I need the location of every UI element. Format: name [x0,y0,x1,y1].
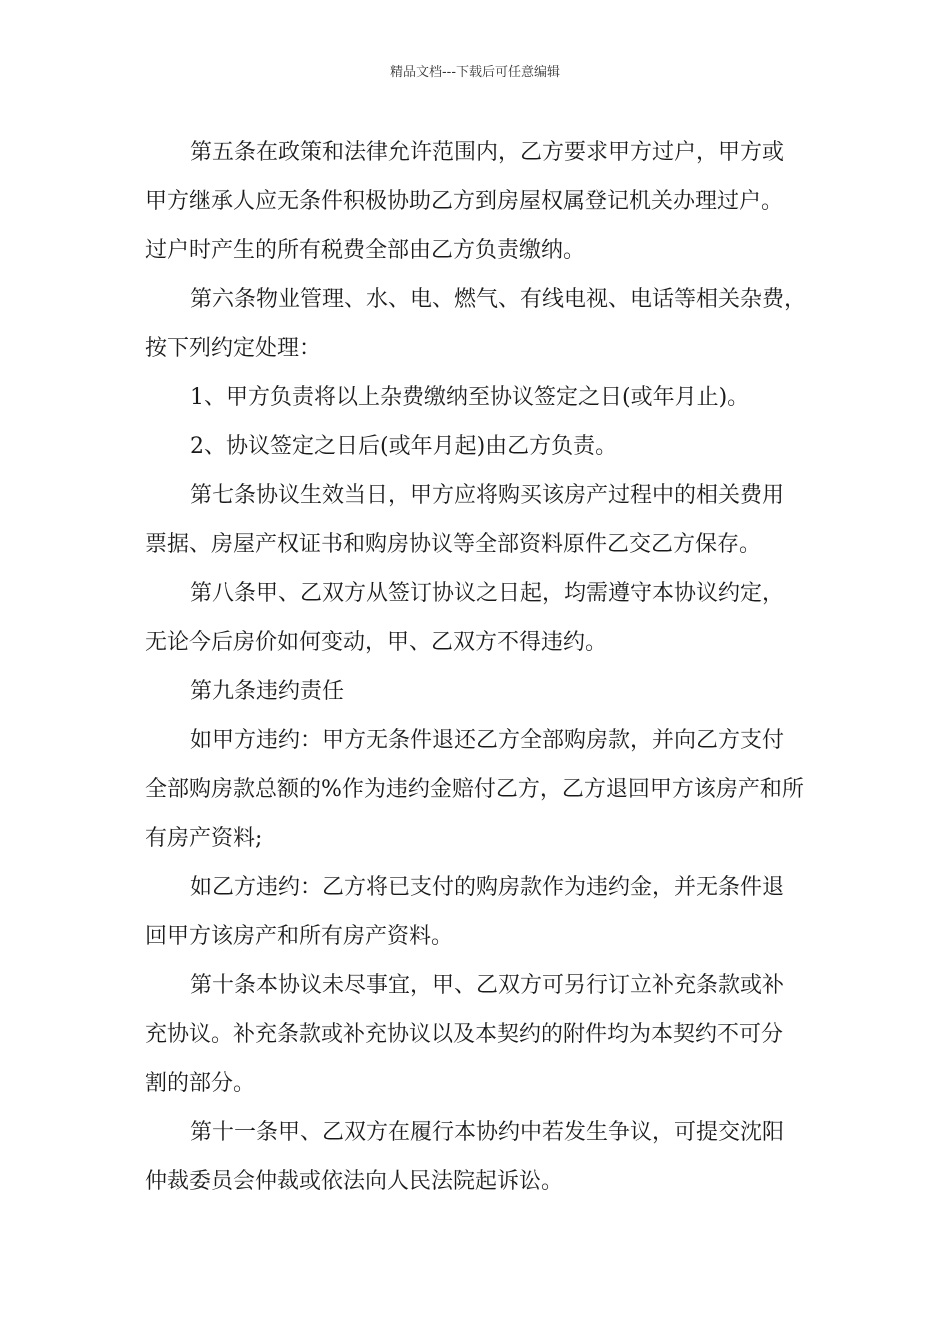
text-line: 票据、房屋产权证书和购房协议等全部资料原件乙交乙方保存。 [145,532,762,557]
text-line: 甲方继承人应无条件积极协助乙方到房屋权属登记机关办理过户。 [145,189,784,214]
text-line: 割的部分。 [145,1071,256,1096]
text-line: 2、协议签定之日后(或年月起)由乙方负责。 [190,434,618,459]
text-line: 充协议。补充条款或补充协议以及本契约的附件均为本契约不可分 [145,1022,784,1047]
text-line: 第七条协议生效当日，甲方应将购买该房产过程中的相关费用 [190,483,785,508]
text-line: 第六条物业管理、水、电、燃气、有线电视、电话等相关杂费， [190,287,807,312]
text-line: 按下列约定处理： [145,336,322,361]
text-line: 回甲方该房产和所有房产资料。 [145,924,454,949]
page-header: 精品文档---下载后可任意编辑 [389,65,561,80]
text-line: 第十一条甲、乙双方在履行本协约中若发生争议，可提交沈阳 [190,1120,785,1145]
text-line: 1、甲方负责将以上杂费缴纳至协议签定之日(或年月止)。 [190,385,750,410]
text-line: 全部购房款总额的%作为违约金赔付乙方，乙方退回甲方该房产和所 [145,777,804,802]
text-line: 第八条甲、乙双方从签订协议之日起，均需遵守本协议约定， [190,581,785,606]
text-line: 有房产资料; [145,826,263,851]
text-line: 过户时产生的所有税费全部由乙方负责缴纳。 [145,238,586,263]
text-line: 无论今后房价如何变动，甲、乙双方不得违约。 [145,630,608,655]
text-line: 仲裁委员会仲裁或依法向人民法院起诉讼。 [145,1169,564,1194]
document-body [145,128,815,1206]
text-line: 如乙方违约：乙方将已支付的购房款作为违约金，并无条件退 [190,875,785,900]
text-line: 第十条本协议未尽事宜，甲、乙双方可另行订立补充条款或补 [190,973,785,998]
text-line: 第五条在政策和法律允许范围内，乙方要求甲方过户，甲方或 [190,140,785,165]
text-line: 第九条违约责任 [190,679,345,704]
text-line: 如甲方违约：甲方无条件退还乙方全部购房款，并向乙方支付 [190,728,785,753]
